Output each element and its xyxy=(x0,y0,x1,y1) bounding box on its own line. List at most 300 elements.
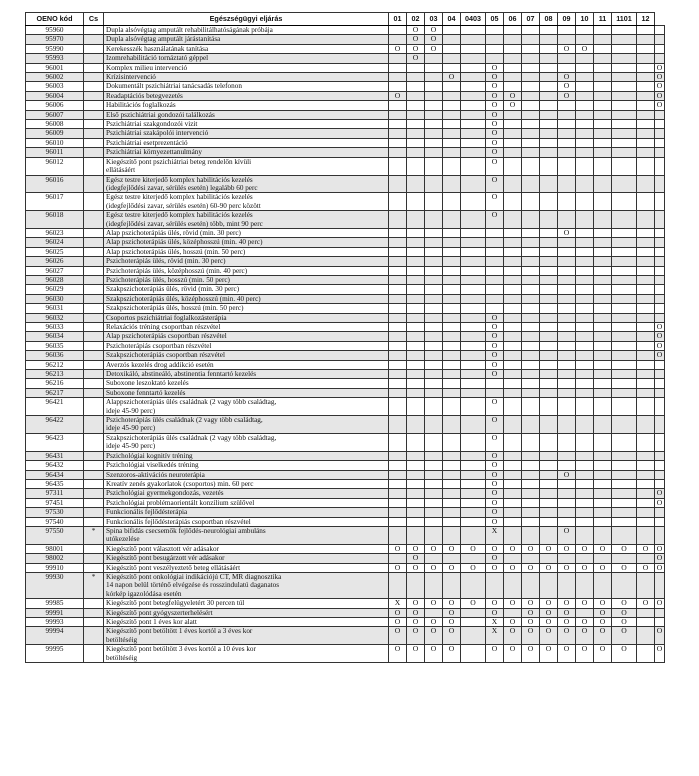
ward-mark xyxy=(612,193,637,211)
ward-mark xyxy=(522,332,540,341)
ward-mark xyxy=(443,360,461,369)
ward-mark xyxy=(637,138,655,147)
procedure-name-line: Kiegészítő pont veszélyeztető beteg ellátásáért xyxy=(106,563,241,572)
ward-mark: O xyxy=(540,627,558,645)
ward-mark xyxy=(443,433,461,451)
procedure-name-line: betöltéséig xyxy=(106,653,138,662)
ward-mark: O xyxy=(655,341,665,350)
cs-flag xyxy=(84,645,104,663)
ward-mark xyxy=(504,554,522,563)
ward-mark xyxy=(637,313,655,322)
ward-mark xyxy=(522,120,540,129)
ward-mark xyxy=(504,148,522,157)
column-header: 06 xyxy=(504,13,522,26)
ward-mark xyxy=(425,608,443,617)
ward-mark xyxy=(594,73,612,82)
procedure-name xyxy=(104,91,389,100)
ward-mark xyxy=(522,175,540,193)
table-row xyxy=(26,618,665,627)
ward-mark xyxy=(576,247,594,256)
ward-mark xyxy=(612,26,637,35)
ward-mark xyxy=(443,398,461,416)
procedure-name-line: Pszichológiai kognitív tréning xyxy=(106,451,193,460)
ward-mark xyxy=(655,572,665,598)
oeno-code: 99993 xyxy=(26,618,84,627)
ward-mark xyxy=(637,228,655,237)
ward-mark xyxy=(407,351,425,360)
ward-mark: O xyxy=(486,599,504,608)
table-row xyxy=(26,110,665,119)
ward-mark xyxy=(425,91,443,100)
column-header: 1101 xyxy=(612,13,637,26)
oeno-code: 96016 xyxy=(26,175,84,193)
ward-mark xyxy=(540,479,558,488)
ward-mark: O xyxy=(407,627,425,645)
ward-mark xyxy=(612,266,637,275)
ward-mark xyxy=(425,360,443,369)
ward-mark xyxy=(612,433,637,451)
ward-mark xyxy=(443,526,461,544)
cs-flag xyxy=(84,360,104,369)
ward-mark xyxy=(407,120,425,129)
oeno-code: 96434 xyxy=(26,470,84,479)
procedure-name xyxy=(104,247,389,256)
cs-flag xyxy=(84,193,104,211)
ward-mark xyxy=(425,313,443,322)
ward-mark: O xyxy=(522,544,540,553)
ward-mark xyxy=(389,470,407,479)
cs-flag xyxy=(84,498,104,507)
table-row xyxy=(26,323,665,332)
ward-mark xyxy=(425,304,443,313)
ward-mark xyxy=(612,398,637,416)
ward-mark xyxy=(407,360,425,369)
oeno-code: 96010 xyxy=(26,138,84,147)
procedure-name xyxy=(104,332,389,341)
ward-mark: O xyxy=(504,91,522,100)
procedure-name xyxy=(104,228,389,237)
ward-mark xyxy=(594,157,612,175)
ward-mark xyxy=(425,193,443,211)
ward-mark xyxy=(504,54,522,63)
ward-mark: O xyxy=(486,479,504,488)
ward-mark xyxy=(522,82,540,91)
procedure-name-line: Averzós kezelés drog addikció esetén xyxy=(106,360,214,369)
ward-mark xyxy=(637,54,655,63)
cs-flag xyxy=(84,370,104,379)
ward-mark xyxy=(612,332,637,341)
cs-flag xyxy=(84,157,104,175)
table-row xyxy=(26,332,665,341)
ward-mark xyxy=(443,416,461,434)
ward-mark xyxy=(576,398,594,416)
oeno-code: 96026 xyxy=(26,257,84,266)
ward-mark xyxy=(389,341,407,350)
ward-mark xyxy=(522,461,540,470)
ward-mark xyxy=(558,323,576,332)
oeno-code: 96023 xyxy=(26,228,84,237)
ward-mark: X xyxy=(486,627,504,645)
ward-mark xyxy=(425,54,443,63)
ward-mark xyxy=(407,63,425,72)
ward-mark: O xyxy=(425,563,443,572)
oeno-code: 97530 xyxy=(26,508,84,517)
ward-mark xyxy=(612,379,637,388)
procedure-name-line: Dokumentált pszichiátriai tanácsadás telefonon xyxy=(106,82,242,91)
ward-mark xyxy=(655,398,665,416)
ward-mark xyxy=(522,433,540,451)
ward-mark xyxy=(558,175,576,193)
ward-mark xyxy=(637,572,655,598)
ward-mark xyxy=(522,257,540,266)
ward-mark xyxy=(637,35,655,44)
column-header: 04 xyxy=(443,13,461,26)
ward-mark: O xyxy=(655,645,665,663)
ward-mark xyxy=(407,157,425,175)
procedure-name-line: Detoxikáló, abstineáló, abstinentia fenntartó kezelés xyxy=(106,370,257,379)
ward-mark xyxy=(425,489,443,498)
ward-mark: O xyxy=(486,563,504,572)
ward-mark: O xyxy=(486,157,504,175)
ward-mark xyxy=(612,228,637,237)
ward-mark xyxy=(486,257,504,266)
ward-mark xyxy=(612,148,637,157)
procedure-name-line: Szakpszichoterápiás ülés, középhosszú (min. 40 perc) xyxy=(106,294,261,303)
procedure-name-line: Pszichiátriai szakápolói intervenció xyxy=(106,129,209,138)
procedure-name-line: Spina bifidás csecsemők fejlődés-neurológiai ambuláns xyxy=(106,526,266,535)
ward-mark xyxy=(558,275,576,284)
ward-mark xyxy=(443,341,461,350)
procedure-name xyxy=(104,627,389,645)
ward-mark: O xyxy=(558,73,576,82)
ward-mark xyxy=(407,388,425,397)
ward-mark xyxy=(655,294,665,303)
ward-mark xyxy=(443,257,461,266)
ward-mark xyxy=(637,294,655,303)
ward-mark xyxy=(389,351,407,360)
ward-mark: O xyxy=(504,645,522,663)
ward-mark xyxy=(504,26,522,35)
ward-mark xyxy=(461,618,486,627)
ward-mark xyxy=(594,416,612,434)
ward-mark xyxy=(425,526,443,544)
cs-flag xyxy=(84,257,104,266)
ward-mark xyxy=(504,489,522,498)
ward-mark xyxy=(576,341,594,350)
ward-mark: O xyxy=(407,26,425,35)
ward-mark: O xyxy=(612,627,637,645)
ward-mark: O xyxy=(612,563,637,572)
table-row xyxy=(26,129,665,138)
oeno-code: 96009 xyxy=(26,129,84,138)
ward-mark xyxy=(594,110,612,119)
ward-mark xyxy=(540,35,558,44)
oeno-code: 97550 xyxy=(26,526,84,544)
ward-mark xyxy=(637,129,655,138)
ward-mark xyxy=(612,101,637,110)
ward-mark: O xyxy=(486,360,504,369)
ward-mark xyxy=(407,433,425,451)
ward-mark xyxy=(594,54,612,63)
cs-flag xyxy=(84,82,104,91)
table-row xyxy=(26,508,665,517)
ward-mark xyxy=(504,304,522,313)
ward-mark xyxy=(486,247,504,256)
procedure-name xyxy=(104,323,389,332)
ward-mark: O xyxy=(558,44,576,53)
ward-mark: O xyxy=(594,618,612,627)
cs-flag xyxy=(84,627,104,645)
ward-mark xyxy=(443,110,461,119)
ward-mark xyxy=(407,470,425,479)
ward-mark: O xyxy=(655,544,665,553)
ward-mark: O xyxy=(594,563,612,572)
ward-mark xyxy=(594,370,612,379)
ward-mark xyxy=(612,211,637,229)
ward-mark: O xyxy=(558,645,576,663)
column-header: 09 xyxy=(558,13,576,26)
procedure-name xyxy=(104,526,389,544)
ward-mark xyxy=(655,257,665,266)
ward-mark xyxy=(576,572,594,598)
ward-mark: O xyxy=(558,544,576,553)
ward-mark xyxy=(389,370,407,379)
ward-mark xyxy=(425,341,443,350)
ward-mark: O xyxy=(576,563,594,572)
ward-mark xyxy=(425,554,443,563)
ward-mark xyxy=(443,101,461,110)
ward-mark xyxy=(389,54,407,63)
ward-mark xyxy=(540,332,558,341)
ward-mark xyxy=(594,257,612,266)
oeno-code: 96027 xyxy=(26,266,84,275)
ward-mark xyxy=(637,554,655,563)
table-row xyxy=(26,433,665,451)
procedure-name xyxy=(104,101,389,110)
ward-mark xyxy=(594,238,612,247)
ward-mark xyxy=(612,461,637,470)
ward-mark xyxy=(655,304,665,313)
ward-mark xyxy=(576,211,594,229)
procedure-name-line: Kreatív zenés gyakorlatok (csoportos) min. 60 perc xyxy=(106,479,254,488)
procedure-name-line: Readaptációs betegvezetés xyxy=(106,91,183,100)
ward-mark xyxy=(558,110,576,119)
ward-mark xyxy=(655,379,665,388)
column-header: 01 xyxy=(389,13,407,26)
ward-mark xyxy=(504,193,522,211)
ward-mark xyxy=(655,285,665,294)
ward-mark xyxy=(407,238,425,247)
ward-mark xyxy=(461,433,486,451)
table-row xyxy=(26,416,665,434)
ward-mark xyxy=(407,266,425,275)
ward-mark xyxy=(655,238,665,247)
table-row xyxy=(26,599,665,608)
ward-mark xyxy=(576,370,594,379)
procedure-name-line: ideje 45-90 perc) xyxy=(106,406,156,415)
ward-mark xyxy=(594,304,612,313)
ward-mark xyxy=(558,416,576,434)
ward-mark xyxy=(576,498,594,507)
oeno-code: 96033 xyxy=(26,323,84,332)
ward-mark xyxy=(558,193,576,211)
cs-flag xyxy=(84,398,104,416)
ward-mark xyxy=(594,120,612,129)
ward-mark xyxy=(558,572,576,598)
table-row xyxy=(26,341,665,350)
cs-flag xyxy=(84,285,104,294)
ward-mark: O xyxy=(655,599,665,608)
ward-mark xyxy=(389,266,407,275)
procedure-name-line: ideje 45-90 perc) xyxy=(106,442,156,451)
oeno-code: 95960 xyxy=(26,26,84,35)
ward-mark xyxy=(407,91,425,100)
ward-mark xyxy=(486,26,504,35)
cs-flag xyxy=(84,304,104,313)
ward-mark xyxy=(443,294,461,303)
procedure-name-line: Alap pszichoterápiás ülés, középhosszú (min. 40 perc) xyxy=(106,238,263,247)
procedure-name-line: Egész testre kiterjedő komplex habilitációs kezelés xyxy=(106,193,253,202)
ward-mark xyxy=(594,470,612,479)
ward-mark xyxy=(425,572,443,598)
ward-mark xyxy=(522,129,540,138)
ward-mark xyxy=(637,461,655,470)
procedure-name-line: Dupla alsóvégtag amputált járástanítása xyxy=(106,35,221,44)
ward-mark: O xyxy=(486,498,504,507)
ward-mark xyxy=(655,526,665,544)
ward-mark: O xyxy=(655,91,665,100)
ward-mark xyxy=(612,35,637,44)
ward-mark: O xyxy=(522,645,540,663)
table-row xyxy=(26,544,665,553)
oeno-code: 96217 xyxy=(26,388,84,397)
ward-mark: O xyxy=(425,35,443,44)
ward-mark xyxy=(461,257,486,266)
ward-mark xyxy=(522,304,540,313)
ward-mark xyxy=(637,416,655,434)
oeno-code: 99910 xyxy=(26,563,84,572)
table-row xyxy=(26,157,665,175)
ward-mark xyxy=(637,398,655,416)
ward-mark xyxy=(425,451,443,460)
ward-mark xyxy=(461,120,486,129)
ward-mark xyxy=(461,379,486,388)
ward-mark xyxy=(522,63,540,72)
table-row xyxy=(26,388,665,397)
procedure-name xyxy=(104,360,389,369)
ward-mark xyxy=(443,470,461,479)
ward-mark xyxy=(504,379,522,388)
table-row xyxy=(26,498,665,507)
ward-mark xyxy=(461,526,486,544)
procedure-name-line: Suboxone leszoktató kezelés xyxy=(106,379,189,388)
ward-mark xyxy=(443,351,461,360)
procedure-name xyxy=(104,257,389,266)
ward-mark xyxy=(461,266,486,275)
ward-mark xyxy=(389,416,407,434)
ward-mark xyxy=(594,148,612,157)
ward-mark xyxy=(407,211,425,229)
ward-mark xyxy=(637,360,655,369)
ward-mark xyxy=(389,73,407,82)
ward-mark: O xyxy=(594,544,612,553)
ward-mark xyxy=(637,101,655,110)
ward-mark xyxy=(576,285,594,294)
ward-mark xyxy=(504,238,522,247)
procedure-name xyxy=(104,645,389,663)
ward-mark xyxy=(576,433,594,451)
procedure-name-line: (idegfejlődési zavar, sérülés esetén) legalább 60 perc xyxy=(106,183,258,192)
ward-mark xyxy=(461,508,486,517)
table-row xyxy=(26,120,665,129)
cs-flag xyxy=(84,313,104,322)
ward-mark xyxy=(612,526,637,544)
ward-mark: O xyxy=(522,627,540,645)
ward-mark: O xyxy=(443,563,461,572)
table-row xyxy=(26,275,665,284)
column-header: 10 xyxy=(576,13,594,26)
ward-mark xyxy=(558,101,576,110)
ward-mark xyxy=(540,73,558,82)
ward-mark: O xyxy=(443,73,461,82)
ward-mark xyxy=(594,351,612,360)
ward-mark xyxy=(558,360,576,369)
oeno-code: 96006 xyxy=(26,101,84,110)
oeno-code: 96018 xyxy=(26,211,84,229)
ward-mark xyxy=(655,247,665,256)
ward-mark xyxy=(637,91,655,100)
ward-mark xyxy=(540,157,558,175)
ward-mark xyxy=(576,91,594,100)
ward-mark xyxy=(389,82,407,91)
ward-mark xyxy=(540,461,558,470)
ward-mark xyxy=(407,508,425,517)
ward-mark xyxy=(576,323,594,332)
ward-mark: O xyxy=(655,101,665,110)
table-row xyxy=(26,360,665,369)
ward-mark xyxy=(576,294,594,303)
ward-mark: O xyxy=(486,433,504,451)
ward-mark xyxy=(522,554,540,563)
ward-mark xyxy=(504,572,522,598)
table-row xyxy=(26,351,665,360)
ward-mark xyxy=(594,517,612,526)
table-row xyxy=(26,63,665,72)
ward-mark xyxy=(594,294,612,303)
ward-mark xyxy=(655,508,665,517)
ward-mark xyxy=(637,304,655,313)
oeno-code: 97451 xyxy=(26,498,84,507)
ward-mark xyxy=(504,63,522,72)
ward-mark xyxy=(637,73,655,82)
ward-mark: O xyxy=(389,91,407,100)
ward-mark xyxy=(576,26,594,35)
ward-mark: O xyxy=(425,44,443,53)
ward-mark xyxy=(443,82,461,91)
table-row xyxy=(26,193,665,211)
ward-mark: O xyxy=(655,489,665,498)
ward-mark: O xyxy=(655,351,665,360)
ward-mark xyxy=(443,517,461,526)
procedure-name xyxy=(104,120,389,129)
oeno-code: 96008 xyxy=(26,120,84,129)
ward-mark xyxy=(637,44,655,53)
ward-mark xyxy=(504,35,522,44)
ward-mark xyxy=(504,398,522,416)
ward-mark xyxy=(637,110,655,119)
ward-mark xyxy=(486,304,504,313)
ward-mark xyxy=(443,63,461,72)
